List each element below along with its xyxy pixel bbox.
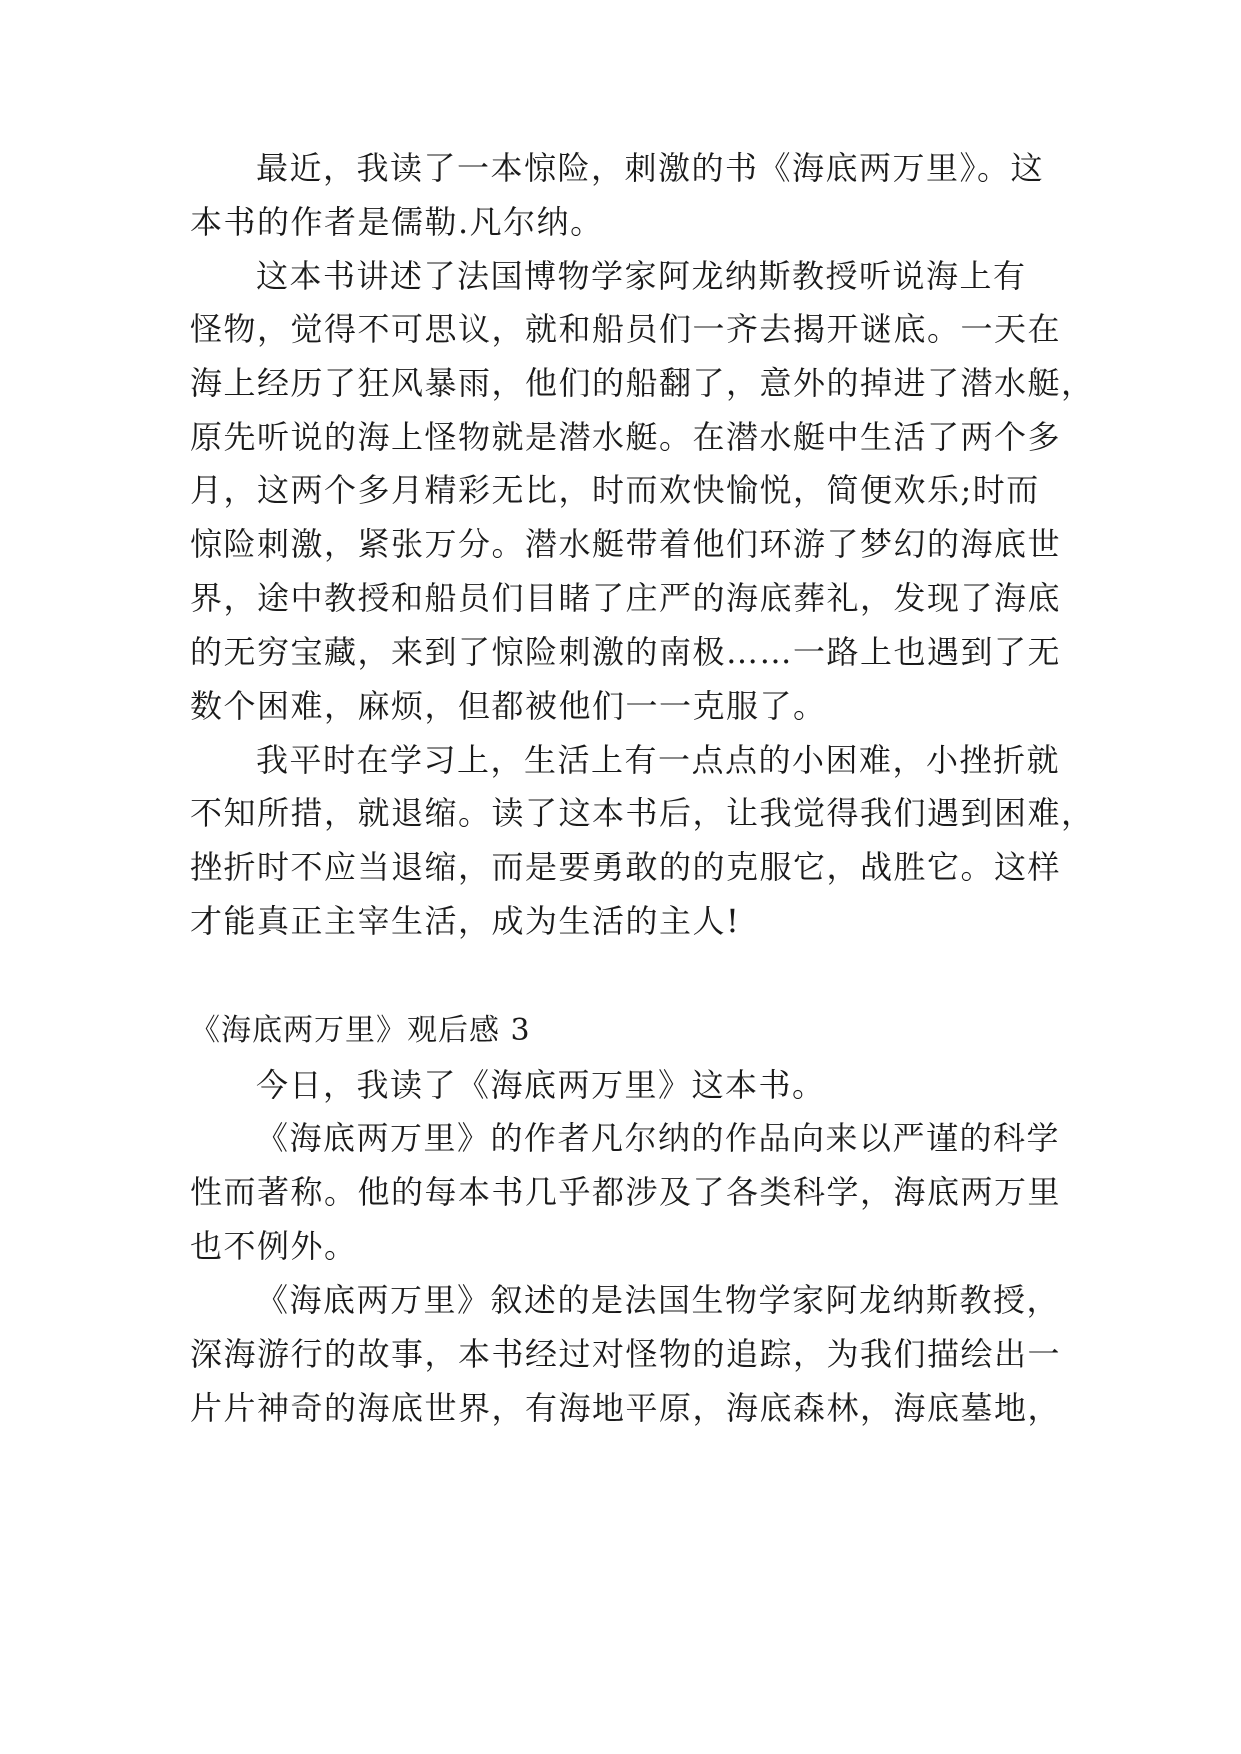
paragraph-line: 性而著称。他的每本书几乎都涉及了各类科学，海底两万里: [190, 1173, 1062, 1211]
paragraph-line: 这本书讲述了法国博物学家阿龙纳斯教授听说海上有: [256, 257, 1027, 295]
paragraph-line: 数个困难，麻烦，但都被他们一一克服了。: [190, 687, 827, 725]
paragraph-line: 不知所措，就退缩。读了这本书后，让我觉得我们遇到困难，: [190, 794, 1095, 832]
section-heading: 《海底两万里》观后感 3: [190, 1013, 531, 1048]
paragraph-line: 海上经历了狂风暴雨，他们的船翻了，意外的掉进了潜水艇，: [190, 364, 1095, 402]
paragraph-line: 我平时在学习上，生活上有一点点的小困难，小挫折就: [256, 741, 1061, 779]
paragraph-line: 最近，我读了一本惊险，刺激的书《海底两万里》。这: [256, 149, 1045, 187]
paragraph-line: 今日，我读了《海底两万里》这本书。: [256, 1066, 826, 1104]
paragraph-line: 才能真正主宰生活，成为生活的主人!: [190, 902, 741, 940]
paragraph-line: 原先听说的海上怪物就是潜水艇。在潜水艇中生活了两个多: [190, 418, 1062, 456]
paragraph-line: 月，这两个多月精彩无比，时而欢快愉悦，简便欢乐;时而: [190, 471, 1040, 509]
paragraph-line: 片片神奇的海底世界，有海地平原，海底森林，海底墓地，: [190, 1389, 1062, 1427]
paragraph-line: 界，途中教授和船员们目睹了庄严的海底葬礼，发现了海底: [190, 579, 1062, 617]
paragraph-line: 的无穷宝藏，来到了惊险刺激的南极……一路上也遇到了无: [190, 633, 1062, 671]
paragraph-line: 惊险刺激，紧张万分。潜水艇带着他们环游了梦幻的海底世: [190, 525, 1062, 563]
paragraph-line: 深海游行的故事，本书经过对怪物的追踪，为我们描绘出一: [190, 1335, 1062, 1373]
paragraph-line: 《海底两万里》的作者凡尔纳的作品向来以严谨的科学: [256, 1119, 1061, 1157]
paragraph-line: 《海底两万里》叙述的是法国生物学家阿龙纳斯教授，: [256, 1281, 1061, 1319]
paragraph-line: 也不例外。: [190, 1227, 358, 1265]
paragraph-line: 挫折时不应当退缩，而是要勇敢的的克服它，战胜它。这样: [190, 848, 1062, 886]
paragraph-line: 怪物，觉得不可思议，就和船员们一齐去揭开谜底。一天在: [190, 310, 1062, 348]
paragraph-line: 本书的作者是儒勒.凡尔纳。: [190, 203, 604, 241]
